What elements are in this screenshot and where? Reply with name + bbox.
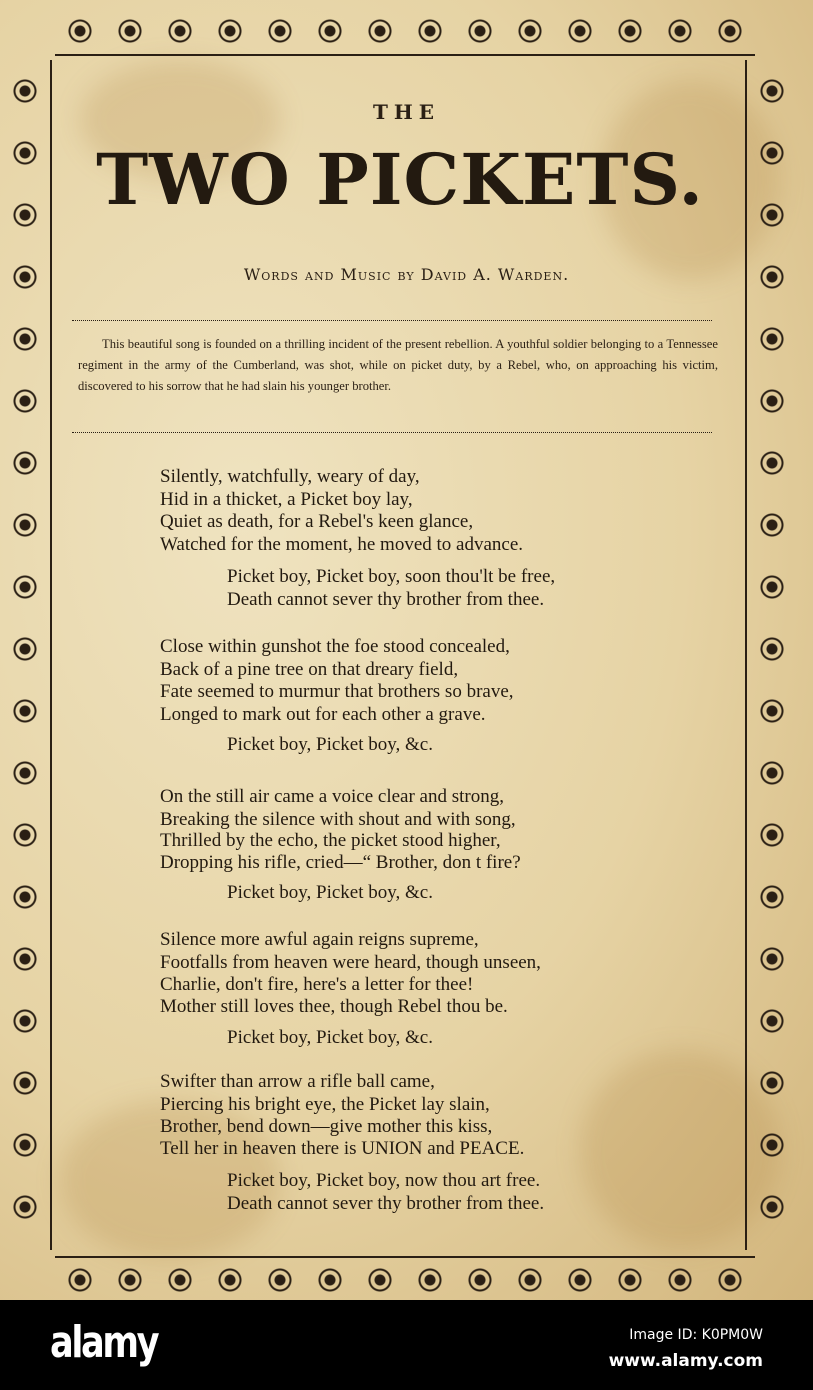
ornamental-border-left — [0, 60, 52, 1250]
verse-line: Longed to mark out for each other a grave. — [160, 704, 486, 725]
verse-line: Watched for the moment, he moved to advance. — [160, 534, 524, 555]
site-url: www.alamy.com — [608, 1351, 763, 1371]
verse-line: On the still air came a voice clear and strong, — [160, 786, 504, 807]
verse-line: Fate seemed to murmur that brothers so brave, — [160, 681, 514, 702]
chorus-line: Picket boy, Picket boy, &c. — [227, 734, 433, 755]
verse-line: Quiet as death, for a Rebel's keen glance, — [160, 511, 474, 532]
ornamental-border-right — [745, 60, 797, 1250]
chorus-line: Picket boy, Picket boy, &c. — [227, 882, 433, 903]
chorus-line: Death cannot sever thy brother from thee. — [227, 589, 545, 610]
verse-line: Swifter than arrow a rifle ball came, — [160, 1071, 435, 1092]
alamy-logo: alamy — [50, 1317, 158, 1368]
divider — [72, 320, 712, 321]
pre-title: THE — [372, 100, 441, 124]
verse-line: Mother still loves thee, though Rebel thou be. — [160, 996, 508, 1017]
song-title: TWO PICKETS. — [96, 138, 704, 221]
intro-paragraph: This beautiful song is founded on a thrilling incident of the present rebellion. A youthful soldier belonging to a Tennessee regiment in the army of the Cumberland, was shot, while on picket duty, by a Rebel, who, on approaching his victim, discovered to his sorrow that he had slain his younger brother. — [78, 337, 718, 393]
verse-line: Hid in a thicket, a Picket boy lay, — [160, 489, 413, 510]
watermark-bar — [0, 1300, 813, 1390]
verse-line: Thrilled by the echo, the picket stood higher, — [160, 830, 501, 851]
chorus-line: Death cannot sever thy brother from thee. — [227, 1193, 545, 1214]
image-id: Image ID: K0PM0W — [629, 1327, 763, 1343]
verse-line: Silence more awful again reigns supreme, — [160, 929, 479, 950]
chorus-line: Picket boy, Picket boy, soon thou'lt be free, — [227, 566, 556, 587]
chorus-line: Picket boy, Picket boy, &c. — [227, 1027, 433, 1048]
verse-line: Brother, bend down—give mother this kiss, — [160, 1116, 493, 1137]
verse-line: Dropping his rifle, cried—“ Brother, don t fire? — [160, 852, 521, 873]
verse-line: Tell her in heaven there is UNION and PEACE. — [160, 1138, 525, 1159]
verse-line: Footfalls from heaven were heard, though unseen, — [160, 952, 541, 973]
ornamental-border-top — [55, 8, 755, 56]
divider — [72, 432, 712, 433]
chorus-line: Picket boy, Picket boy, now thou art free. — [227, 1170, 541, 1191]
verse-line: Breaking the silence with shout and with song, — [160, 809, 516, 830]
verse-line: Piercing his bright eye, the Picket lay slain, — [160, 1094, 490, 1115]
verse-line: Charlie, don't fire, here's a letter for thee! — [160, 974, 474, 995]
ornamental-border-bottom — [55, 1256, 755, 1302]
verse-line: Silently, watchfully, weary of day, — [160, 466, 420, 487]
subtitle: Words and Music by David A. Warden. — [243, 265, 570, 284]
verse-line: Back of a pine tree on that dreary field, — [160, 659, 459, 680]
verse-line: Close within gunshot the foe stood concealed, — [160, 636, 510, 657]
